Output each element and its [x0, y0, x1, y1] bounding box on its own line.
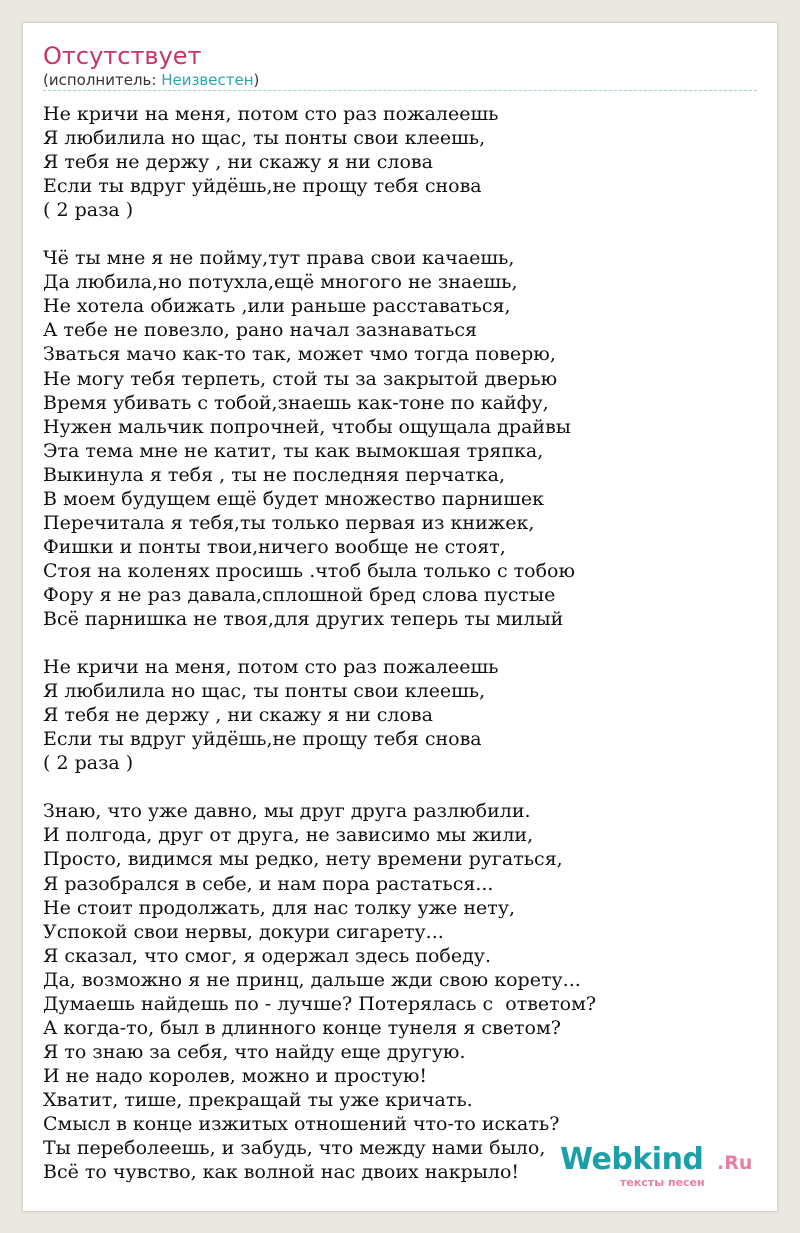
- lyric-line: И не надо королев, можно и простую!: [43, 1064, 428, 1087]
- title-divider: [43, 90, 757, 91]
- lyric-line: ( 2 раза ): [43, 199, 134, 222]
- lyric-line: Стоя на коленях просишь .чтоб была только с тобою: [43, 559, 575, 582]
- lyric-line: Я сказал, что смог, я одержал здесь победу.: [43, 944, 492, 967]
- lyric-line: Я разобрался в себе, и нам пора растаться...: [43, 872, 494, 895]
- lyric-line: Если ты вдруг уйдёшь,не прощу тебя снова: [43, 728, 482, 751]
- lyric-line: Я любилила но щас, ты понты свои клеешь,: [43, 127, 486, 150]
- lyric-line: Ты переболеешь, и забудь, что между нами было,: [43, 1137, 546, 1160]
- lyric-line: Не хотела обижать ,или раньше расставаться,: [43, 295, 511, 318]
- lyric-line: Не стоит продолжать, для нас толку уже нету,: [43, 896, 516, 919]
- lyric-line: Фору я не раз давала,сплошной бред слова пустые: [43, 583, 556, 606]
- lyric-line: Чё ты мне я не пойму,тут права свои качаешь,: [43, 247, 515, 270]
- lyrics-card: [22, 22, 778, 1212]
- artist-link[interactable]: Неизвестен: [161, 71, 254, 89]
- lyric-line: Время убивать с тобой,знаешь как-тоне по кайфу,: [43, 391, 549, 414]
- lyric-line: Знаю, что уже давно, мы друг друга разлюбили.: [43, 800, 531, 823]
- lyric-line: В моем будущем ещё будет множество парнишек: [43, 487, 545, 510]
- lyric-line: ( 2 раза ): [43, 752, 134, 775]
- lyric-line: Выкинула я тебя , ты не последняя перчатка,: [43, 463, 505, 486]
- lyric-line: Если ты вдруг уйдёшь,не прощу тебя снова: [43, 175, 482, 198]
- lyric-line: Да любила,но потухла,ещё многого не знаешь,: [43, 271, 518, 294]
- artist-suffix: ): [253, 71, 260, 89]
- lyric-line: Не кричи на меня, потом сто раз пожалеешь: [43, 103, 499, 125]
- lyric-line: Успокой свои нервы, докури сигарету...: [43, 920, 444, 943]
- lyric-line: Думаешь найдешь по - лучше? Потерялась с ответом?: [43, 992, 597, 1015]
- song-title: Отсутствует: [43, 42, 202, 70]
- lyric-line: Перечитала я тебя,ты только первая из книжек,: [43, 511, 535, 534]
- lyric-line: Я тебя не держу , ни скажу я ни слова: [43, 704, 433, 727]
- lyric-line: Я любилила но щас, ты понты свои клеешь,: [43, 680, 486, 703]
- artist-line: [43, 70, 259, 90]
- lyric-blank-line: [43, 222, 596, 246]
- lyric-line: Не кричи на меня, потом сто раз пожалеешь: [43, 656, 499, 679]
- lyric-line: А когда-то, был в длинного конце тунеля я светом?: [43, 1016, 561, 1039]
- logo-tld: .Ru: [717, 1152, 753, 1174]
- lyric-blank-line: [43, 631, 596, 655]
- lyric-line: Эта тема мне не катит, ты как вымокшая тряпка,: [43, 439, 544, 462]
- artist-prefix: (исполнитель:: [43, 71, 162, 89]
- lyric-line: Всё парнишка не твоя,для других теперь ты милый: [43, 607, 564, 630]
- lyrics-text: [43, 102, 596, 1184]
- lyric-line: Фишки и понты твои,ничего вообще не стоят,: [43, 535, 506, 558]
- lyric-line: И полгода, друг от друга, не зависимо мы жили,: [43, 824, 534, 847]
- lyric-blank-line: [43, 775, 596, 799]
- lyric-line: Да, возможно я не принц, дальше жди свою корету...: [43, 968, 581, 991]
- lyric-line: Всё то чувство, как волной нас двоих накрыло!: [43, 1161, 520, 1184]
- logo-tagline: тексты песен: [620, 1176, 705, 1189]
- lyric-line: Просто, видимся мы редко, нету времени ругаться,: [43, 848, 563, 871]
- lyric-line: Нужен мальчик попрочней, чтобы ощущала драйвы: [43, 415, 571, 438]
- lyric-line: А тебе не повезло, рано начал зазнаваться: [43, 319, 478, 342]
- logo-brand: Webkind: [560, 1142, 704, 1177]
- lyric-line: Не могу тебя терпеть, стой ты за закрытой дверью: [43, 367, 558, 390]
- webkind-logo: [560, 1143, 760, 1189]
- lyric-line: Зваться мачо как-то так, может чмо тогда поверю,: [43, 343, 556, 366]
- lyric-line: Я то знаю за себя, что найду еще другую.: [43, 1040, 466, 1063]
- lyric-line: Я тебя не держу , ни скажу я ни слова: [43, 151, 433, 174]
- lyric-line: Смысл в конце изжитых отношений что-то искать?: [43, 1112, 560, 1135]
- lyric-line: Хватит, тише, прекращай ты уже кричать.: [43, 1088, 473, 1111]
